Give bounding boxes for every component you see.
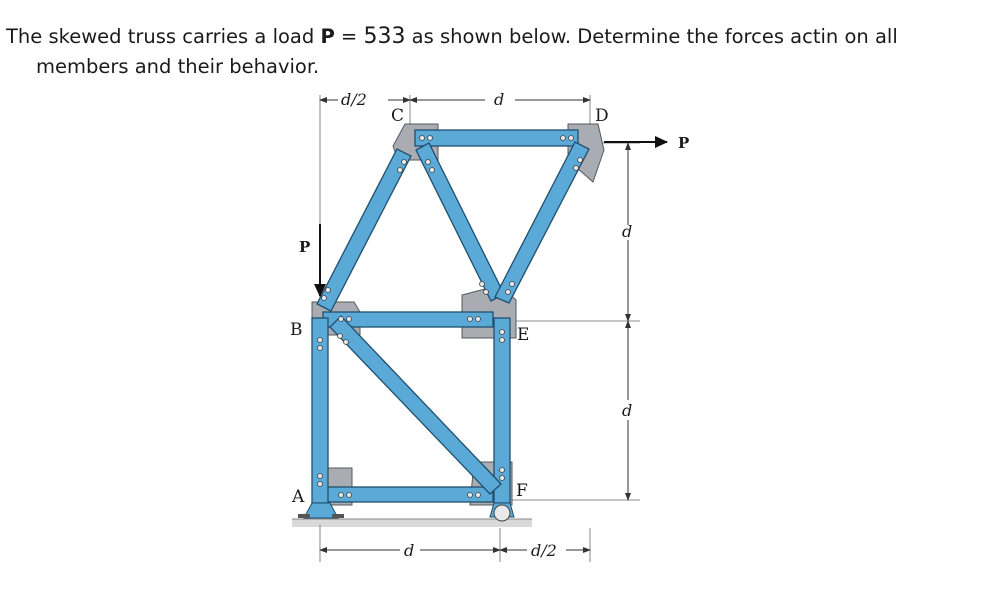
member-CE: [416, 143, 504, 301]
ground: [292, 519, 532, 527]
problem-line-2: members and their behavior.: [36, 55, 320, 78]
dim-bottom-left: d: [404, 541, 415, 560]
load-value: 533: [363, 24, 406, 49]
member-CD: [415, 130, 578, 146]
vertical-load-label: P: [299, 238, 311, 256]
joint-label-F: F: [516, 481, 528, 501]
load-symbol: P: [320, 25, 335, 48]
horizontal-load-label: P: [678, 134, 690, 152]
joint-label-A: A: [292, 487, 305, 507]
problem-text-end: as shown below. Determine the forces actin on all: [405, 25, 898, 48]
joint-label-E: E: [517, 325, 530, 345]
problem-text-start: The skewed truss carries a load: [6, 25, 321, 48]
joint-label-D: D: [595, 106, 609, 126]
dim-top-right: d: [494, 90, 505, 109]
joint-label-B: B: [290, 320, 303, 340]
equals-sign: =: [334, 25, 364, 48]
dim-top-left: d/2: [341, 90, 367, 109]
joint-label-C: C: [391, 106, 405, 126]
member-BF: [330, 316, 501, 494]
dim-right-lower: d: [622, 401, 633, 420]
dim-right-upper: d: [622, 222, 633, 241]
member-BC: [317, 149, 411, 311]
roller-F: [494, 505, 510, 521]
truss-members: [312, 130, 589, 503]
dim-bottom-right: d/2: [531, 541, 557, 560]
